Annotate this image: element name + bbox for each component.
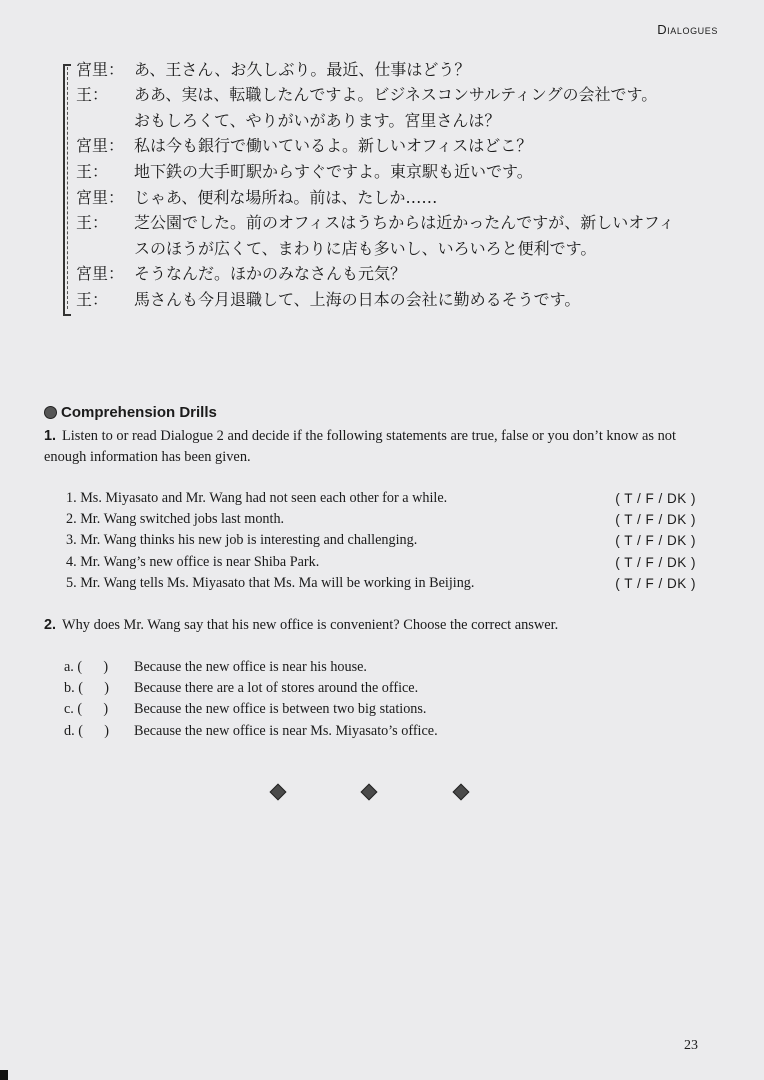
choice-text: Because the new office is near Ms. Miyasato’s office. [134, 722, 438, 739]
multiple-choice-list [64, 657, 438, 742]
speaker: 宮里： [76, 187, 125, 207]
list-item [64, 699, 438, 720]
answer-blank[interactable]: a. ( ) [64, 659, 109, 676]
speaker: 王： [76, 161, 109, 181]
question-1 [44, 426, 720, 468]
dialogue-line [76, 105, 716, 131]
line-text: 地下鉄の大手町駅からすぐですよ。東京駅も近いです。 [134, 161, 533, 181]
list-item [66, 573, 696, 594]
choice-text: Because there are a lot of stores around the office. [134, 680, 419, 697]
line-text: 私は今も銀行で働いているよ。新しいオフィスはどこ？ [134, 136, 533, 156]
answer-blank[interactable]: b. ( ) [64, 680, 109, 697]
line-text: おもしろくて、やりがいがあります。宮里さんは？ [134, 110, 501, 130]
line-text: 芝公園でした。前のオフィスはうちからは近かったんですが、新しいオフィ [134, 213, 675, 233]
line-text: そうなんだ。ほかのみなさんも元気？ [134, 264, 407, 284]
bullet-icon [44, 406, 57, 419]
tf-dk-choice[interactable]: ( T / F / DK ) [615, 554, 696, 570]
list-item [64, 657, 438, 678]
dialogue-line [76, 284, 716, 310]
page-edge-mark [0, 1070, 8, 1080]
diamond-icon [453, 784, 470, 801]
choice-text: Because the new office is near his house. [134, 659, 367, 676]
dialogue-line [76, 259, 716, 285]
tf-dk-choice[interactable]: ( T / F / DK ) [615, 533, 696, 549]
answer-blank[interactable]: c. ( ) [64, 701, 109, 718]
statement: 2. Mr. Wang switched jobs last month. [66, 511, 285, 528]
question-2 [44, 615, 720, 636]
speaker: 王： [76, 85, 109, 105]
diamond-icon [270, 784, 287, 801]
drills-heading [44, 404, 217, 421]
question-number: 2. [44, 617, 57, 633]
tf-dk-choice[interactable]: ( T / F / DK ) [615, 491, 696, 507]
tf-dk-choice[interactable]: ( T / F / DK ) [615, 512, 696, 528]
true-false-list [66, 488, 696, 594]
answer-blank[interactable]: d. ( ) [64, 722, 109, 739]
diamond-icon [361, 784, 378, 801]
statement: 3. Mr. Wang thinks his new job is interesting and challenging. [66, 532, 418, 549]
statement: 5. Mr. Wang tells Ms. Miyasato that Ms. Ma will be working in Beijing. [66, 574, 475, 591]
line-text: ああ、実は、転職したんですよ。ビジネスコンサルティングの会社です。 [134, 85, 658, 105]
statement: 4. Mr. Wang’s new office is near Shiba Park. [66, 553, 320, 570]
dialogue-line [76, 131, 716, 157]
dialogue-block [76, 54, 716, 310]
section-header: Dialogues [657, 22, 718, 37]
list-item [64, 678, 438, 699]
line-text: 馬さんも今月退職して、上海の日本の会社に勤めるそうです。 [134, 289, 581, 309]
dialogue-line [76, 80, 716, 106]
speaker: 宮里： [76, 264, 125, 284]
dialogue-bracket-inner [67, 67, 68, 309]
dialogue-line [76, 54, 716, 80]
list-item [66, 530, 696, 551]
question-text: Listen to or read Dialogue 2 and decide if the following statements are true, false or you don’t know as not enough information has been given. [44, 428, 676, 465]
statement: 1. Ms. Miyasato and Mr. Wang had not seen each other for a while. [66, 490, 448, 507]
dialogue-line [76, 156, 716, 182]
list-item [66, 488, 696, 509]
speaker: 宮里： [76, 136, 125, 156]
speaker: 王： [76, 213, 109, 233]
dialogue-line [76, 233, 716, 259]
question-text: Why does Mr. Wang say that his new office is convenient? Choose the correct answer. [62, 617, 559, 633]
dialogue-line [76, 182, 716, 208]
drills-title: Comprehension Drills [61, 404, 217, 421]
line-text: スのほうが広くて、まわりに店も多いし、いろいろと便利です。 [134, 238, 597, 258]
section-divider [0, 786, 764, 802]
page-number: 23 [684, 1038, 698, 1053]
choice-text: Because the new office is between two big stations. [134, 701, 427, 718]
line-text: あ、王さん、お久しぶり。最近、仕事はどう？ [134, 59, 471, 79]
line-text: じゃあ、便利な場所ね。前は、たしか…… [134, 187, 438, 207]
speaker: 王： [76, 289, 109, 309]
list-item [64, 721, 438, 742]
question-number: 1. [44, 428, 57, 444]
tf-dk-choice[interactable]: ( T / F / DK ) [615, 575, 696, 591]
dialogue-line [76, 208, 716, 234]
list-item [66, 509, 696, 530]
speaker: 宮里： [76, 59, 125, 79]
list-item [66, 552, 696, 573]
